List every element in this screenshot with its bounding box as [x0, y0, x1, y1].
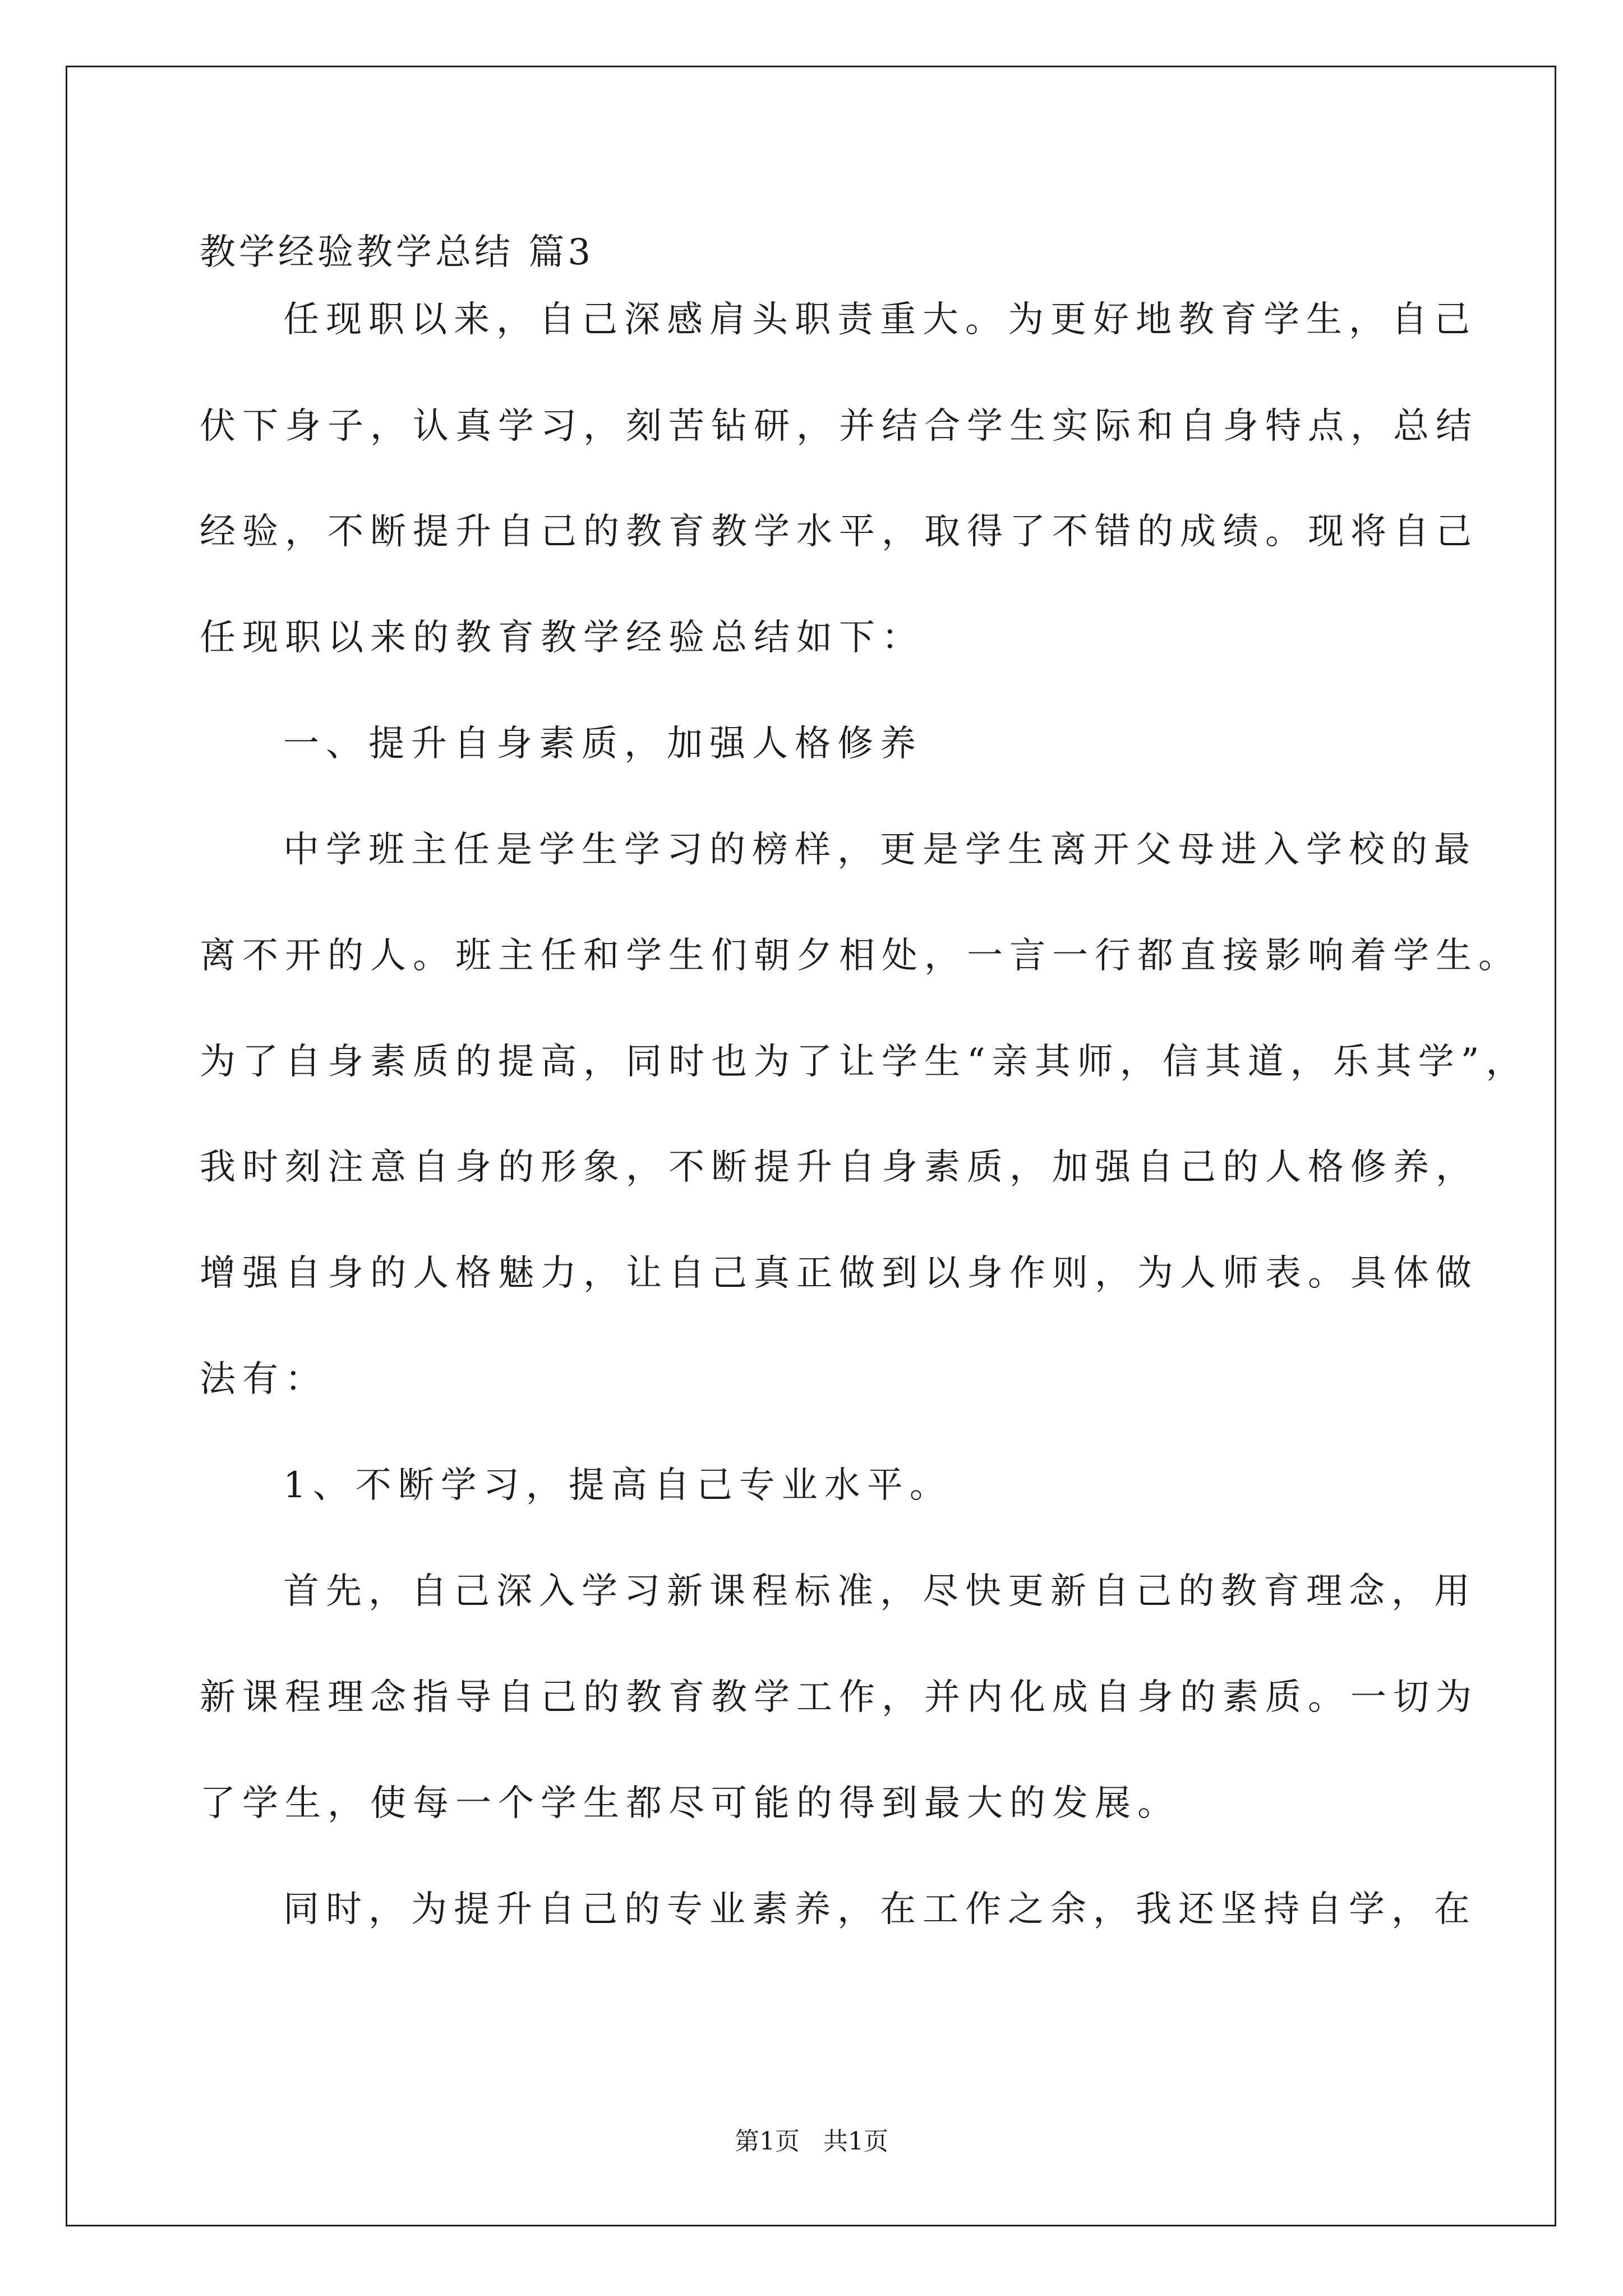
paragraph-line: 离不开的人。班主任和学生们朝夕相处，一言一行都直接影响着学生。	[200, 935, 1521, 977]
document-title: 教学经验教学总结 篇3	[200, 232, 594, 273]
paragraph-line: 法有：	[200, 1359, 328, 1400]
paragraph-line: 首先，自己深入学习新课程标准，尽快更新自己的教育理念，用	[283, 1571, 1477, 1612]
paragraph-line: 中学班主任是学生学习的榜样，更是学生离开父母进入学校的最	[283, 829, 1477, 871]
paragraph-line: 我时刻注意自身的形象，不断提升自身素质，加强自己的人格修养，	[200, 1147, 1478, 1188]
paragraph-line: 伏下身子，认真学习，刻苦钻研，并结合学生实际和自身特点，总结	[200, 406, 1478, 447]
section-heading: 一、提升自身素质，加强人格修养	[283, 723, 923, 765]
subsection-heading: 1、不断学习，提高自己专业水平。	[283, 1465, 952, 1506]
paragraph-line: 同时，为提升自己的专业素养，在工作之余，我还坚持自学，在	[283, 1889, 1477, 1930]
paragraph-line: 任现职以来的教育教学经验总结如下：	[200, 617, 924, 659]
page-total: 共1页	[823, 2127, 888, 2156]
paragraph-line: 为了自身素质的提高，同时也为了让学生“亲其师，信其道，乐其学”，	[200, 1041, 1529, 1083]
paragraph-line: 新课程理念指导自己的教育教学工作，并内化成自身的素质。一切为	[200, 1677, 1478, 1718]
paragraph-line: 增强自身的人格魅力，让自己真正做到以身作则，为人师表。具体做	[200, 1253, 1478, 1294]
paragraph-line: 了学生，使每一个学生都尽可能的得到最大的发展。	[200, 1783, 1180, 1824]
page-number: 第1页	[735, 2127, 800, 2156]
paragraph-line: 经验，不断提升自己的教育教学水平，取得了不错的成绩。现将自己	[200, 511, 1478, 553]
paragraph-line: 任现职以来，自己深感肩头职责重大。为更好地教育学生，自己	[283, 299, 1477, 341]
page-footer	[0, 2126, 1623, 2157]
